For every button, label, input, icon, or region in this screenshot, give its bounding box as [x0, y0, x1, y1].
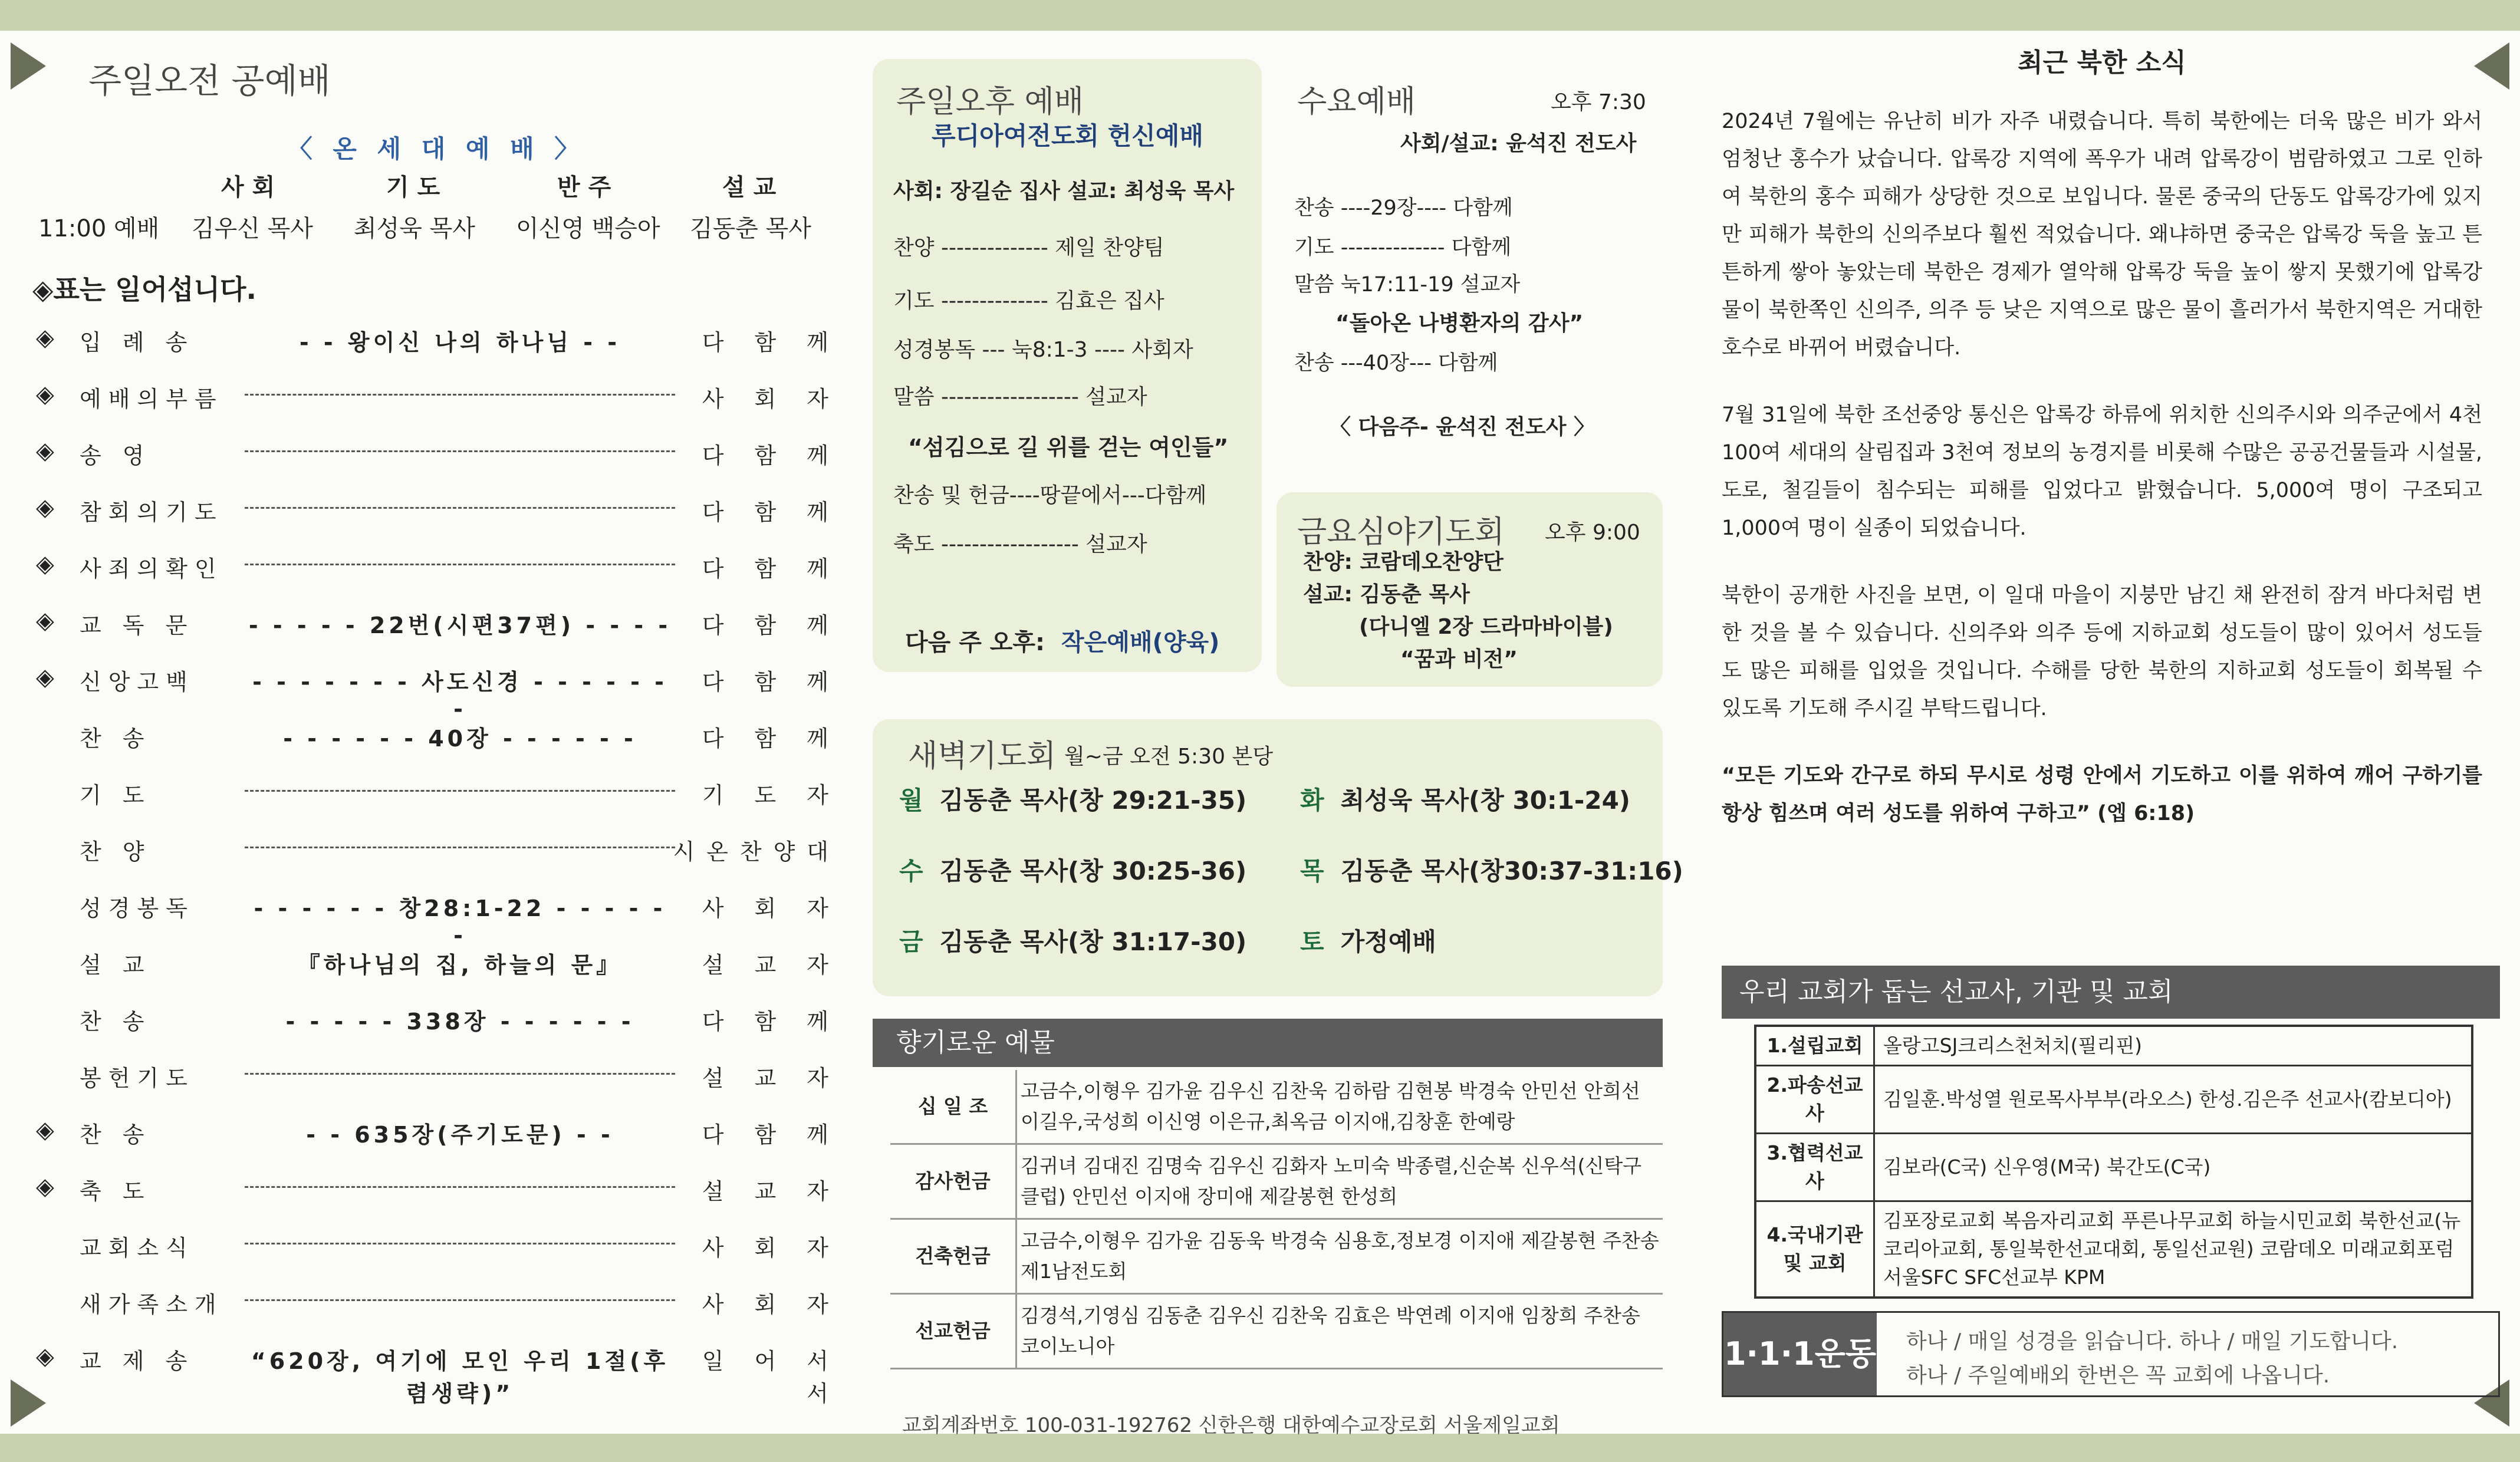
role-header: 기 도	[386, 174, 440, 201]
order-row	[32, 664, 840, 722]
mission-entries: 김포장로교회 복음자리교회 푸른나무교회 하늘시민교회 북한선교(뉴코리아교회, 통일북한선교대회, 통일선교원) 코람데오 미래교회포럼 서울SFC SFC선교부 KPM	[1874, 1201, 2473, 1298]
order-item-detail: - - 635장(주기도문) - -	[306, 1122, 614, 1148]
order-row	[32, 777, 840, 818]
order-item-detail: - - - - - - 40장 - - - - - -	[283, 726, 637, 752]
order-row	[32, 551, 840, 592]
dotted-leader	[245, 1073, 675, 1075]
dotted-leader	[245, 847, 675, 848]
friday-preacher: 설교: 김동춘 목사	[1303, 582, 1470, 607]
order-item-leader: 다 함 께	[702, 330, 840, 355]
order-row	[32, 607, 840, 648]
role-value: 최성욱 목사	[354, 215, 475, 242]
dotted-leader	[245, 394, 675, 396]
order-item-leader: 다 함 께	[702, 1009, 840, 1035]
role-header: 반 주	[557, 174, 611, 201]
order-item-leader: 다 함 께	[702, 443, 840, 469]
wednesday-time: 오후 7:30	[1551, 90, 1646, 114]
offerings-header: 향기로운 예물	[873, 1019, 1663, 1067]
diamond-mark-icon: ◈	[36, 437, 54, 465]
order-item-leader: 일 어 서 서	[702, 1348, 840, 1407]
wednesday-next: 〈 다음주- 윤석진 전도사 〉	[1330, 415, 1595, 439]
dawn-time: 월~금 오전 5:30 본당	[1064, 745, 1273, 769]
order-row	[32, 1230, 840, 1271]
dawn-leader: 가정예배	[1340, 927, 1436, 956]
order-item-leader: 다 함 께	[702, 556, 840, 582]
mission-category: 4.국내기관 및 교회	[1755, 1201, 1874, 1298]
diamond-mark-icon: ◈	[36, 324, 54, 351]
order-item-detail: - - - - - - 창28:1-22 - - - - - -	[254, 895, 666, 949]
movement-line: 하나 / 매일 성경을 읽습니다. 하나 / 매일 기도합니다.	[1906, 1329, 2399, 1354]
wednesday-line: 찬송 ----29장---- 다함께	[1294, 196, 1513, 220]
news-title: 최근 북한 소식	[2018, 48, 2186, 78]
dawn-item	[899, 852, 1246, 887]
order-row	[32, 890, 840, 949]
offering-row	[890, 1070, 1663, 1144]
order-row	[32, 324, 840, 366]
order-row	[32, 1286, 840, 1328]
dotted-leader	[245, 507, 675, 509]
offering-type: 십 일 조	[890, 1070, 1016, 1144]
order-row	[32, 947, 840, 988]
dawn-leader: 최성욱 목사(창 30:1-24)	[1340, 786, 1630, 815]
mission-entries: 올랑고SJ크리스천처치(필리핀)	[1874, 1026, 2473, 1066]
diamond-mark-icon: ◈	[36, 664, 54, 691]
order-item-name: 축 도	[80, 1178, 152, 1204]
order-item-leader: 사 회 자	[702, 1292, 840, 1318]
order-item-leader: 사 회 자	[702, 895, 840, 921]
order-item-name: 사죄의확인	[80, 556, 223, 582]
friday-praise: 찬양: 코람데오찬양단	[1303, 550, 1504, 574]
morning-service	[32, 53, 840, 1407]
dawn-item	[1300, 923, 1436, 958]
order-item-detail: - - - - - 22번(시편37편) - - - -	[248, 613, 672, 638]
offering-names: 고금수,이형우 김가윤 김동욱 박경숙 심용호,정보경 이지애 제갈봉현 주찬송 제1남전도회	[1016, 1219, 1663, 1294]
top-border	[0, 0, 2520, 31]
order-item-leader: 다 함 께	[702, 613, 840, 638]
mission-category: 1.설립교회	[1755, 1026, 1874, 1066]
diamond-mark-icon: ◈	[36, 607, 54, 634]
offerings-table	[890, 1070, 1663, 1369]
morning-title: 주일오전 공예배	[88, 61, 331, 101]
order-item-leader: 다 함 께	[702, 726, 840, 752]
next-week-value: 작은예배(양육)	[1061, 629, 1220, 656]
order-item-leader: 사 회 자	[702, 386, 840, 412]
order-item-leader: 설 교 자	[702, 1065, 840, 1091]
dawn-day: 토	[1300, 927, 1324, 956]
dotted-leader	[245, 1243, 675, 1244]
afternoon-subtitle: 루디아여전도회 헌신예배	[932, 121, 1203, 150]
order-item-name: 기 도	[80, 782, 152, 808]
order-item-detail: 『하나님의 집, 하늘의 문』	[297, 952, 623, 978]
order-item-name: 교 제 송	[80, 1348, 195, 1374]
wednesday-sermon: “돌아온 나병환자의 감사”	[1335, 311, 1584, 335]
dawn-day: 목	[1300, 857, 1324, 885]
news-paragraph: 북한이 공개한 사진을 보면, 이 일대 마을이 지붕만 남긴 채 완전히 잠겨 바다처럼 변한 것을 볼 수 있습니다. 신의주와 의주 등에 지하교회 성도들이 많이 있어서 성도들도 많은 피해를 입었을 것입니다. 수해를 당한 북한의 지하교회 성도들이 회복될 수 있도록 기도해 주시길 부탁드립니다.	[1722, 584, 2482, 720]
movement-box	[1722, 1311, 2500, 1397]
diamond-mark-icon: ◈	[36, 1173, 54, 1200]
dawn-leader: 김동춘 목사(창 29:21-35)	[939, 786, 1247, 815]
friday-title: 금요심야기도회	[1297, 515, 1505, 550]
service-time: 11:00 예배	[38, 215, 160, 242]
role-header: 사 회	[221, 174, 275, 201]
dawn-day: 수	[899, 857, 923, 885]
dawn-day: 월	[899, 786, 923, 815]
order-item-leader: 다 함 께	[702, 499, 840, 525]
wednesday-roles: 사회/설교: 윤석진 전도사	[1400, 131, 1637, 156]
order-row	[32, 437, 840, 479]
wednesday-line: 찬송 ---40장--- 다함께	[1294, 351, 1498, 375]
dotted-leader	[245, 790, 675, 792]
dawn-item	[1300, 781, 1630, 816]
afternoon-sermon: “섬김으로 길 위를 걷는 여인들”	[908, 434, 1229, 460]
bottom-border	[0, 1434, 2520, 1462]
order-item-name: 송 영	[80, 443, 152, 469]
order-item-leader: 다 함 께	[702, 669, 840, 695]
offering-row	[890, 1294, 1663, 1369]
offering-type: 선교헌금	[890, 1294, 1016, 1369]
diamond-mark-icon: ◈	[36, 1117, 54, 1144]
mission-header: 우리 교회가 돕는 선교사, 기관 및 교회	[1722, 966, 2500, 1019]
movement-line: 하나 / 주일예배외 한번은 꼭 교회에 나옵니다.	[1906, 1364, 2330, 1388]
dawn-item	[899, 781, 1246, 816]
movement-label: 1·1·1운동	[1723, 1313, 1877, 1395]
afternoon-line: 성경봉독 --- 눅8:1-3 ---- 사회자	[893, 338, 1193, 362]
order-item-name: 교 독 문	[80, 613, 195, 638]
offering-type: 감사헌금	[890, 1144, 1016, 1219]
order-item-leader: 기 도 자	[702, 782, 840, 808]
mission-row	[1755, 1134, 2472, 1201]
order-item-leader: 사 회 자	[702, 1235, 840, 1261]
order-item-leader: 설 교 자	[702, 1178, 840, 1204]
order-item-detail: - - - - - 338장 - - - - - -	[285, 1009, 634, 1035]
dawn-leader: 김동춘 목사(창 30:25-36)	[939, 857, 1247, 885]
friday-theme: “꿈과 비전”	[1400, 647, 1518, 671]
offering-names: 고금수,이형우 김가윤 김우신 김찬욱 김하람 김현봉 박경숙 안민선 안희선 이길우,국성희 이신영 이은규,최옥금 이지애,김창훈 한예랑	[1016, 1070, 1663, 1144]
order-row	[32, 494, 840, 535]
order-row	[32, 1003, 840, 1045]
order-item-name: 신앙고백	[80, 669, 195, 695]
order-item-name: 찬 송	[80, 1122, 152, 1148]
afternoon-line: 축도 ------------------ 설교자	[893, 532, 1147, 557]
mission-category: 2.파송선교사	[1755, 1066, 1874, 1134]
order-item-name: 참회의기도	[80, 499, 223, 525]
diamond-mark-icon: ◈	[36, 551, 54, 578]
dotted-leader	[245, 1299, 675, 1301]
diamond-mark-icon: ◈	[36, 381, 54, 408]
dawn-day: 화	[1300, 786, 1324, 815]
dawn-leader: 김동춘 목사(창30:37-31:16)	[1340, 857, 1683, 885]
mission-category: 3.협력선교사	[1755, 1134, 1874, 1201]
order-item-name: 찬 송	[80, 1009, 152, 1035]
wednesday-line: 말씀 눅17:11-19 설교자	[1294, 273, 1521, 297]
order-item-detail: - - 왕이신 나의 하나님 - -	[299, 330, 621, 355]
order-row	[32, 1343, 840, 1407]
order-item-name: 찬 양	[80, 839, 152, 865]
order-item-name: 봉헌기도	[80, 1065, 195, 1091]
dawn-leader: 김동춘 목사(창 31:17-30)	[939, 927, 1247, 956]
news-paragraph: 7월 31일에 북한 조선중앙 통신은 압록강 하류에 위치한 신의주시와 의주군에서 4천100여 세대의 살림집과 3천여 정보의 농경지를 비롯해 수많은 공공건물들과 시설물, 도로, 철길들이 침수되는 피해를 입었다고 밝혔습니다. 5,000여 명이 구조되고 1,000여 명이 실종이 되었습니다.	[1722, 403, 2483, 540]
order-row	[32, 381, 840, 422]
order-item-name: 성경봉독	[80, 895, 195, 921]
wednesday-title: 수요예배	[1297, 84, 1416, 120]
standing-note: ◈표는 일어섭니다.	[32, 274, 256, 305]
mission-entries: 김보라(C국) 신우영(M국) 북간도(C국)	[1874, 1134, 2473, 1201]
offering-names: 김귀녀 김대진 김명숙 김우신 김화자 노미숙 박종렬,신순복 신우석(신탁구클럽) 안민선 이지애 장미애 제갈봉현 한성희	[1016, 1144, 1663, 1219]
news-body	[1722, 103, 2482, 832]
order-row	[32, 1173, 840, 1214]
order-item-name: 찬 송	[80, 726, 152, 752]
order-row	[32, 720, 840, 762]
order-item-name: 새가족소개	[80, 1292, 223, 1318]
diamond-mark-icon: ◈	[36, 1343, 54, 1370]
news-paragraph: 2024년 7월에는 유난히 비가 자주 내렸습니다. 특히 북한에는 더욱 많은 비가 와서 엄청난 홍수가 났습니다. 압록강 지역에 폭우가 내려 압록강이 범람하였고 그로 인하여 북한의 홍수 피해가 상당한 것으로 보입니다. 물론 중국의 단동도 압록강가에 있지만 피해가 북한의 신의주보다 훨씬 적었습니다. 왜냐하면 중국은 압록강 둑을 높고 튼튼하게 쌓아 놓았는데 북한은 경제가 열악해 압록강 둑을 높이 쌓지 못했기에 압록강 물이 북한쪽인 신의주, 의주 등 낮은 지역으로 많은 물이 흘러가서 북한지역은 거대한 호수로 바뀌어 버렸습니다.	[1722, 110, 2482, 360]
dotted-leader	[245, 564, 675, 565]
afternoon-line: 기도 -------------- 김효은 집사	[893, 289, 1164, 313]
offering-names: 김경석,기영심 김동춘 김우신 김찬욱 김효은 박연례 이지애 임창희 주찬송 코이노니아	[1016, 1294, 1663, 1369]
prayer-verse: “모든 기도와 간구로 하되 무시로 성령 안에서 기도하고 이를 위하여 깨어 구하기를 항상 힘쓰며 여러 성도를 위하여 구하고” (엡 6:18)	[1722, 764, 2482, 825]
bank-account-footer: 교회계좌번호 100-031-192762 신한은행 대한예수교장로회 서울제일교회	[902, 1414, 1560, 1437]
mission-row	[1755, 1066, 2472, 1134]
dawn-item	[899, 923, 1246, 958]
mission-row	[1755, 1201, 2472, 1298]
offering-row	[890, 1144, 1663, 1219]
order-item-name: 설 교	[80, 952, 152, 978]
mission-row	[1755, 1026, 2472, 1066]
afternoon-line: 찬송 및 헌금----땅끝에서---다함께	[893, 483, 1207, 508]
role-header: 설 교	[722, 174, 777, 201]
friday-time: 오후 9:00	[1545, 521, 1640, 545]
order-row	[32, 834, 840, 875]
order-row	[32, 1060, 840, 1101]
order-item-name: 입 례 송	[80, 330, 195, 355]
mission-entries: 김일훈.박성열 원로목사부부(라오스) 한성.김은주 선교사(캄보디아)	[1874, 1066, 2473, 1134]
order-item-leader: 시온찬양대	[673, 839, 840, 865]
diamond-mark-icon: ◈	[36, 494, 54, 521]
dawn-day: 금	[899, 927, 923, 956]
role-value: 김동춘 목사	[690, 215, 811, 242]
dawn-item	[1300, 852, 1683, 887]
order-item-detail: “620장, 여기에 모인 우리 1절(후렴생략)”	[251, 1348, 669, 1407]
morning-subtitle: 〈 온 세 대 예 배 〉	[287, 134, 585, 163]
order-item-leader: 다 함 께	[702, 1122, 840, 1148]
wednesday-line: 기도 -------------- 다함께	[1294, 236, 1512, 259]
role-value: 이신영 백승아	[516, 215, 660, 242]
dawn-title: 새벽기도회	[908, 739, 1057, 774]
afternoon-line: 말씀 ------------------ 설교자	[893, 385, 1147, 409]
friday-series: (다니엘 2장 드라마바이블)	[1359, 615, 1613, 639]
next-week-label: 다음 주 오후:	[905, 629, 1045, 656]
order-item-name: 예배의부름	[80, 386, 223, 412]
order-row	[32, 1117, 840, 1158]
order-item-leader: 설 교 자	[702, 952, 840, 978]
afternoon-roles: 사회: 장길순 집사 설교: 최성욱 목사	[893, 179, 1235, 203]
order-item-name: 교회소식	[80, 1235, 195, 1261]
offering-type: 건축헌금	[890, 1219, 1016, 1294]
dotted-leader	[245, 1186, 675, 1188]
order-item-detail: - - - - - - - 사도신경 - - - - - - -	[252, 669, 667, 722]
news-section	[1722, 41, 2482, 862]
afternoon-title: 주일오후 예배	[896, 84, 1084, 120]
offering-row	[890, 1219, 1663, 1294]
dotted-leader	[245, 450, 675, 452]
mission-table	[1754, 1025, 2473, 1299]
role-value: 김우신 목사	[192, 215, 313, 242]
afternoon-line: 찬양 -------------- 제일 찬양팀	[893, 236, 1164, 260]
